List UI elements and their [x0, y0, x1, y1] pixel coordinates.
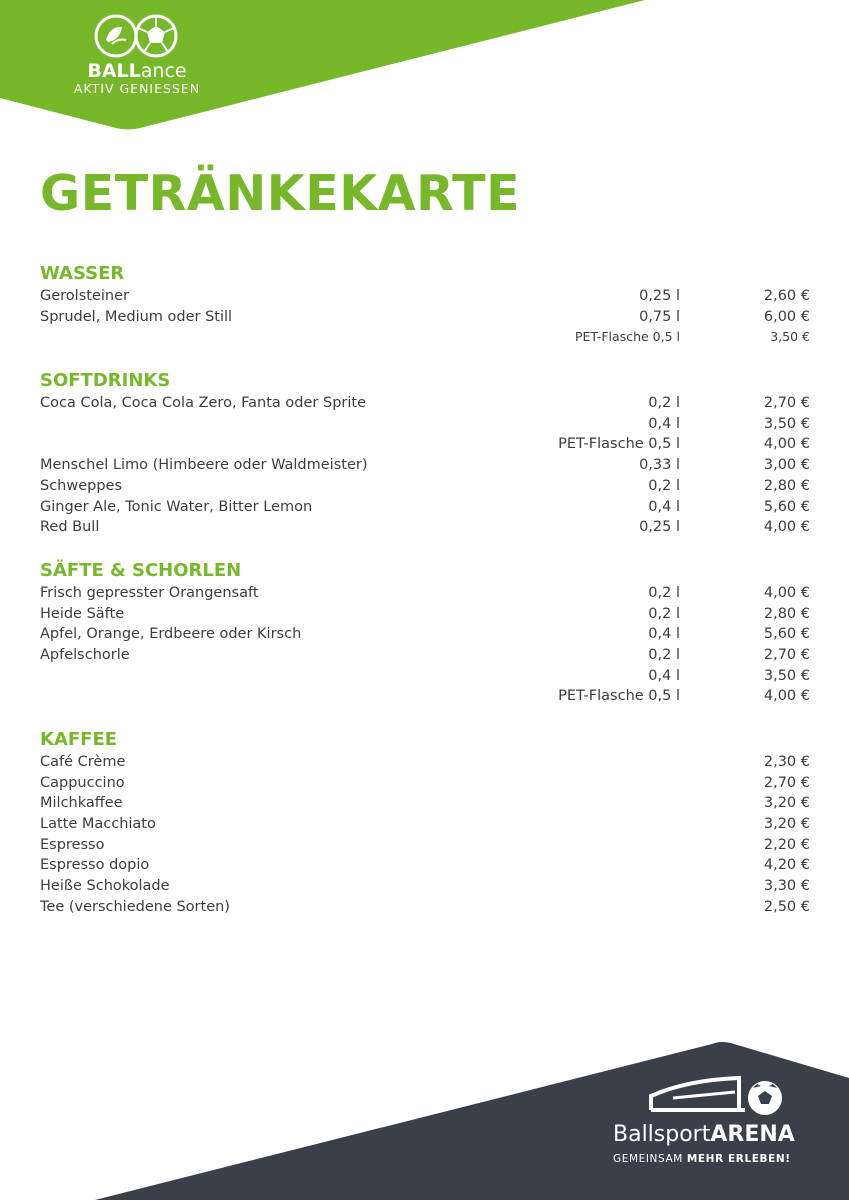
section-title: WASSER [40, 263, 125, 284]
item-size: PET-Flasche 0,5 l [558, 688, 680, 705]
item-price: 2,70 € [763, 395, 810, 412]
item-size: PET-Flasche 0,5 l [574, 329, 680, 345]
item-price: 2,20 € [763, 836, 810, 853]
item-price: 5,60 € [763, 498, 810, 515]
item-name: Sprudel, Medium oder Still [40, 308, 233, 325]
section-title: SOFTDRINKS [40, 370, 171, 392]
item-size: 0,2 l [648, 477, 680, 494]
menu-item-row [40, 583, 810, 604]
item-price: 2,30 € [763, 754, 810, 770]
item-size: 0,75 l [639, 308, 680, 325]
menu-item-row [40, 855, 810, 876]
menu-item-row [40, 835, 810, 856]
menu-item-row [40, 624, 810, 645]
item-price: 5,60 € [763, 626, 810, 643]
menu-item-row [40, 876, 810, 897]
page-title: GETRÄNKEKARTE [40, 165, 521, 222]
item-name: Coca Cola, Coca Cola Zero, Fanta oder Sprite [40, 395, 366, 412]
item-name: Tee (verschiedene Sorten) [40, 898, 230, 915]
item-name: Café Crème [40, 754, 126, 770]
menu-item-row [40, 897, 810, 918]
item-price: 4,00 € [763, 436, 810, 453]
item-name: Heide Säfte [40, 605, 125, 622]
menu-item-row [40, 414, 810, 435]
item-price: 3,50 € [763, 667, 810, 684]
section-title: KAFFEE [40, 729, 118, 750]
menu-item-row [40, 752, 810, 773]
item-price: 4,00 € [763, 688, 810, 705]
menu-item-row [40, 686, 810, 707]
item-size: PET-Flasche 0,5 l [558, 436, 680, 453]
item-name: Ginger Ale, Tonic Water, Bitter Lemon [40, 498, 313, 515]
item-name: Espresso dopio [40, 857, 150, 874]
menu-item-row [40, 455, 810, 476]
section-title: SÄFTE & SCHORLEN [40, 559, 242, 581]
item-price: 3,50 € [763, 415, 810, 432]
item-price: 4,00 € [763, 584, 810, 601]
menu-item-row [40, 286, 810, 307]
item-size: 0,2 l [648, 584, 680, 601]
item-size: 0,2 l [648, 646, 680, 663]
item-name: Apfel, Orange, Erdbeere oder Kirsch [40, 626, 302, 643]
item-name: Gerolsteiner [40, 288, 129, 304]
menu-section [40, 559, 810, 707]
item-name: Apfelschorle [40, 646, 130, 663]
menu-item-row [40, 666, 810, 687]
menu-section [40, 369, 810, 538]
brand-tagline: AKTIV GENIESSEN [73, 81, 201, 96]
menu-item-row [40, 476, 810, 497]
item-size: 0,2 l [648, 395, 680, 412]
menu-item-row [40, 393, 810, 414]
item-size: 0,25 l [639, 519, 680, 536]
item-name: Frisch gepresster Orangensaft [40, 584, 259, 601]
item-price: 2,80 € [763, 477, 810, 494]
ballance-emblem-icon [94, 14, 180, 58]
item-size: 0,33 l [639, 457, 680, 474]
menu-section [40, 262, 810, 348]
item-name: Menschel Limo (Himbeere oder Waldmeister) [40, 457, 368, 474]
menu-item-row [40, 307, 810, 328]
menu-item-row [40, 814, 810, 835]
brand-name: BALLance [87, 60, 187, 82]
item-price: 3,20 € [763, 816, 810, 833]
item-price: 2,50 € [763, 898, 810, 915]
item-size: 0,4 l [648, 626, 680, 643]
item-price: 6,00 € [763, 308, 810, 325]
menu-item-row [40, 645, 810, 666]
menu-item-row [40, 327, 810, 348]
item-name: Cappuccino [40, 774, 125, 791]
item-price: 4,20 € [763, 857, 810, 874]
item-price: 3,50 € [770, 329, 810, 345]
item-price: 3,20 € [763, 795, 810, 812]
item-name: Red Bull [40, 519, 100, 536]
menu-item-row [40, 793, 810, 814]
ballance-logo [62, 14, 212, 96]
item-size: 0,4 l [648, 415, 680, 432]
item-name: Milchkaffee [40, 795, 123, 812]
item-name: Schweppes [40, 477, 123, 494]
drinks-menu [40, 262, 810, 918]
arena-claim: GEMEINSAM MEHR ERLEBEN! [613, 1153, 791, 1165]
item-size: 0,25 l [639, 288, 680, 304]
item-size: 0,2 l [648, 605, 680, 622]
menu-section [40, 728, 810, 918]
menu-item-row [40, 604, 810, 625]
item-price: 3,30 € [763, 878, 810, 895]
item-name: Heiße Schokolade [40, 878, 170, 895]
menu-item-row [40, 434, 810, 455]
item-price: 4,00 € [763, 519, 810, 536]
menu-item-row [40, 773, 810, 794]
arena-name: BallsportARENA [613, 1122, 795, 1147]
item-price: 2,60 € [763, 288, 810, 304]
item-price: 2,70 € [763, 774, 810, 791]
item-size: 0,4 l [648, 667, 680, 684]
item-name: Espresso [40, 836, 105, 853]
menu-item-row [40, 497, 810, 518]
item-price: 2,70 € [763, 646, 810, 663]
menu-item-row [40, 517, 810, 538]
item-name: Latte Macchiato [40, 816, 156, 833]
item-size: 0,4 l [648, 498, 680, 515]
item-price: 3,00 € [763, 457, 810, 474]
ballsport-arena-logo [613, 1072, 803, 1166]
item-price: 2,80 € [763, 605, 810, 622]
arena-building-icon [647, 1072, 787, 1118]
